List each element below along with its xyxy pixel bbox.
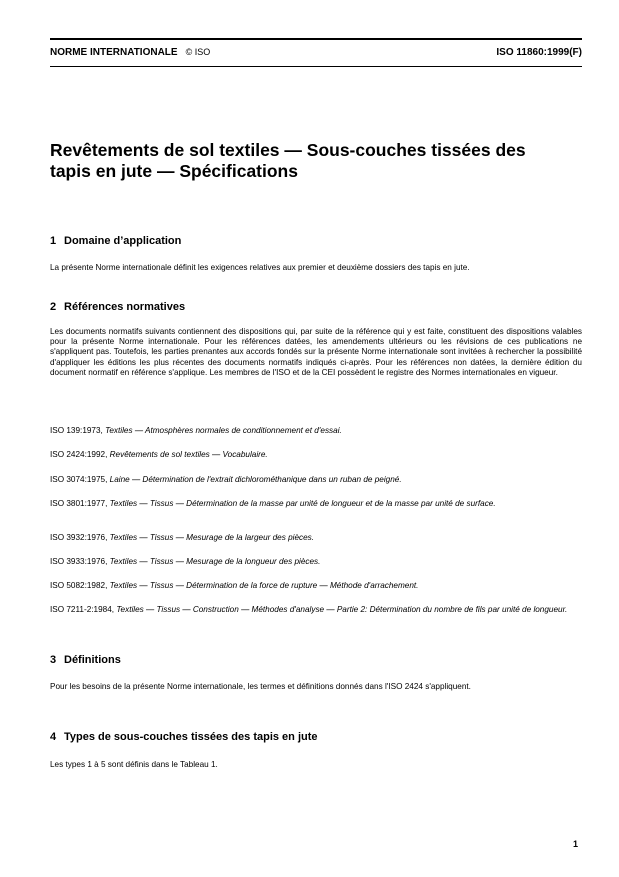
header-standard-number: ISO 11860:1999(F) bbox=[496, 47, 582, 58]
section-number: 3 bbox=[50, 654, 57, 666]
header-left bbox=[50, 47, 210, 58]
section-number: 4 bbox=[50, 731, 57, 743]
reference-code: ISO 2424:1992, bbox=[50, 450, 108, 459]
reference-item bbox=[50, 533, 582, 543]
section-2-heading bbox=[50, 301, 185, 313]
reference-code: ISO 3932:1976, bbox=[50, 533, 108, 542]
title-line-2: tapis en jute — Spécifications bbox=[50, 161, 298, 181]
reference-item bbox=[50, 557, 582, 567]
reference-item bbox=[50, 605, 582, 615]
section-title: Références normatives bbox=[64, 301, 186, 313]
reference-code: ISO 139:1973, bbox=[50, 426, 103, 435]
section-number: 1 bbox=[50, 235, 57, 247]
reference-item bbox=[50, 475, 582, 485]
section-2-text: Les documents normatifs suivants contiennent des dispositions qui, par suite de la référence qui y est faite, constituent des dispositions valables pour la présente Norme internationale. Pour les références datées, les amendements ultérieurs ou les révisions de ces publications ne s'appliquent pas. Toutefois, les parties prenantes aux accords fondés sur la présente Norme internationale sont invitées à rechercher la possibilité d'appliquer les éditions les plus récentes des documents normatifs indiqués ci-après. Pour les références non datées, la dernière édition du document normatif en référence s'applique. Les membres de l'ISO et de la CEI possèdent le registre des Normes internationales en vigueur. bbox=[50, 327, 582, 377]
section-title: Domaine d’application bbox=[64, 235, 182, 247]
section-1-heading bbox=[50, 235, 181, 247]
header-standard-type: NORME INTERNATIONALE bbox=[50, 47, 178, 58]
section-1-text: La présente Norme internationale définit les exigences relatives aux premier et deuxième dossiers des tapis en jute. bbox=[50, 263, 470, 272]
reference-title: Textiles — Tissus — Construction — Méthodes d'analyse — Partie 2: Détermination du nombre de fils par unité de longueur. bbox=[116, 605, 568, 614]
reference-title: Laine — Détermination de l'extrait dichlorométhanique dans un ruban de peigné. bbox=[109, 475, 402, 484]
reference-item bbox=[50, 499, 582, 509]
section-4-heading bbox=[50, 731, 318, 743]
title-line-1: Revêtements de sol textiles — Sous-couches tissées des bbox=[50, 140, 526, 160]
reference-code: ISO 3074:1975, bbox=[50, 475, 108, 484]
reference-title: Textiles — Atmosphères normales de conditionnement et d'essai. bbox=[105, 426, 342, 435]
section-number: 2 bbox=[50, 301, 57, 313]
reference-item bbox=[50, 426, 582, 436]
reference-code: ISO 3933:1976, bbox=[50, 557, 108, 566]
page-header bbox=[50, 38, 582, 67]
section-title: Définitions bbox=[64, 654, 121, 666]
section-3-heading bbox=[50, 654, 121, 666]
reference-code: ISO 5082:1982, bbox=[50, 581, 108, 590]
reference-title: Textiles — Tissus — Détermination de la force de rupture — Méthode d'arrachement. bbox=[109, 581, 419, 590]
reference-title: Textiles — Tissus — Détermination de la masse par unité de longueur et de la masse par unité de surface. bbox=[109, 499, 496, 508]
reference-title: Textiles — Tissus — Mesurage de la largeur des pièces. bbox=[109, 533, 315, 542]
reference-code: ISO 3801:1977, bbox=[50, 499, 108, 508]
page-number: 1 bbox=[573, 839, 579, 849]
reference-title: Textiles — Tissus — Mesurage de la longueur des pièces. bbox=[109, 557, 321, 566]
reference-code: ISO 7211-2:1984, bbox=[50, 605, 115, 614]
header-copyright: © ISO bbox=[185, 47, 211, 57]
reference-item bbox=[50, 581, 582, 591]
section-3-text: Pour les besoins de la présente Norme internationale, les termes et définitions donnés dans l'ISO 2424 s'appliquent. bbox=[50, 682, 471, 691]
reference-title: Revêtements de sol textiles — Vocabulaire. bbox=[109, 450, 268, 459]
section-title: Types de sous-couches tissées des tapis en jute bbox=[64, 731, 318, 743]
section-4-text: Les types 1 à 5 sont définis dans le Tableau 1. bbox=[50, 760, 218, 769]
reference-item bbox=[50, 450, 582, 460]
document-title bbox=[50, 140, 582, 182]
